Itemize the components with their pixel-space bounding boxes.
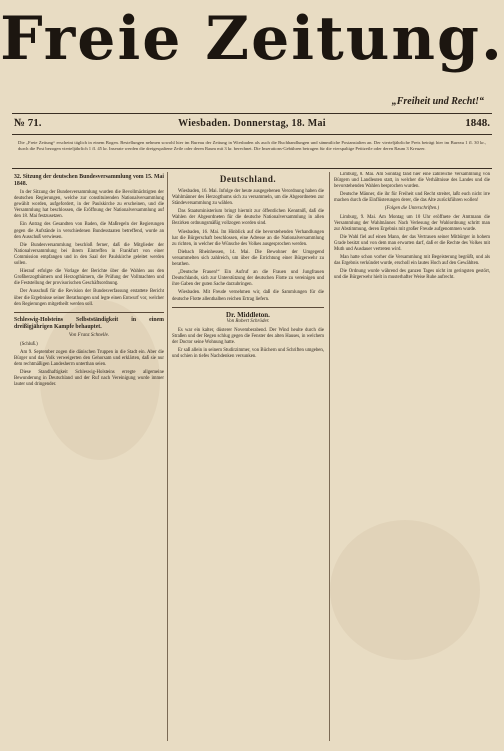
article-paragraph: Hierauf erfolgte die Vorlage der Berichte über die Wahlen aus den Großherzogthümern und Herzogthümern, die Prüfung der Vollmachten und die Feststellung der provisorischen Geschäftsordnung. [14, 269, 164, 287]
article-paragraph: Wiesbaden. Mit Freude vernehmen wir, daß die Sammlungen für die deutsche Flotte allenthalben reichen Ertrag liefern. [172, 290, 324, 302]
article-heading: 32. Sitzung der deutschen Bundesversammlung vom 15. Mai 1848. [14, 174, 164, 187]
column-3 [334, 172, 490, 742]
article-paragraph: „Deutsche Frauen!“ Ein Aufruf an die Frauen und Jungfrauen Deutschlands, sich zur Unterstützung der deutschen Flotte zu vereinigen und ihre Gaben der guten Sache darzubringen. [172, 270, 324, 288]
story-title: Dr. Middleton. [226, 310, 270, 319]
subscription-notice: Die „Freie Zeitung“ erscheint täglich in einem Bogen. Bestellungen nehmen sowohl hier im Bureau der Zeitung in Wiesbaden als auch die Buchhandlungen und sämmtliche Postanstalten an. Der vierteljährliche Preis beträgt hier im Bureau 1 fl. 30 kr., durch die Post bezogen vierteljährlich 1 fl. 45 kr. Inserate werden die dreigespaltene Zeile oder deren Raum mit 3 kr. berechnet. Die Inserations-Gebühren betragen für die vierspaltige Petitzeile oder deren Raum 3 Kreuzer. [18, 140, 486, 151]
article-separator [172, 307, 324, 308]
article-paragraph: Es war ein kalter, düsterer Novemberabend. Der Wind heulte durch die Straßen und der Regen schlug gegen die Fenster des alten Hauses, in welchem der Doctor seine Wohnung hatte. [172, 327, 324, 345]
article-paragraph: Diese Standhaftigkeit Schleswig-Holsteins erregte allgemeine Bewunderung in Deutschland und der Ruf nach Vereinigung wurde immer lauter und dringender. [14, 370, 164, 388]
rule-notice [12, 168, 492, 169]
article-paragraph: Am 9. September zogen die dänischen Truppen in die Stadt ein. Aber die Bürger und das Volk verweigerten den Gehorsam und erklärten, daß sie nur dem rechtmäßigen Landesherrn unterthan seien. [14, 349, 164, 368]
column-1 [14, 172, 164, 742]
article-paragraph: Limburg, 8. Mai. Am Sonntag fand hier eine zahlreiche Versammlung von Bürgern und Landleuten statt, in welcher die Verhältnisse des Landes und die bevorstehenden Wahlen besprochen wurden. [334, 172, 490, 190]
article-paragraph: Man hatte schon vorher die Versammlung mit Begeisterung begrüßt, und als das Ergebnis verkündet wurde, erscholl ein lautes Hoch auf den Gewählten. [334, 255, 490, 267]
place-date: Wiesbaden. Donnerstag, 18. Mai [178, 118, 326, 129]
rule-dateline [12, 134, 492, 135]
column-2 [172, 172, 324, 742]
article-paragraph: Limburg, 9. Mai. Am Montag um 10 Uhr eröffnete der Amtmann die Versammlung der Wahlmänner. Nach Verlesung der Wahlordnung schritt man zur Abstimmung, deren Ergebnis mit großer Freude aufgenommen wurde. [334, 214, 490, 232]
article-author: Von Franz Schnelle. [68, 332, 110, 338]
article-paragraph: Er saß allein in seinem Studirzimmer, von Büchern und Schriften umgeben, und schien in tiefes Nachdenken versunken. [172, 348, 324, 360]
article-heading: Schleswig-Holsteins Selbstständigkeit in einem dreißigjährigen Kampfe behauptet. [14, 316, 164, 330]
column-divider [167, 172, 168, 741]
article-paragraph: Die Wahl fiel auf einen Mann, der das Vertrauen seiner Mitbürger in hohem Grade besitzt und von dem man erwarten darf, daß er die Rechte des Volkes mit Muth und Ausdauer vertreten wird. [334, 234, 490, 253]
article-paragraph: Ein Antrag des Gesandten von Baden, die Maßregeln der Regierungen gegen die Aufstände in verschiedenen Bundesstaaten betreffend, wurde an den Ausschuß verwiesen. [14, 222, 164, 240]
article-paragraph: Deutsche Männer, die ihr für Freiheit und Recht streitet, laßt euch nicht irre machen durch die Einflüsterungen derer, die das Alte zurückführen wollen! [334, 192, 490, 204]
rule-top [12, 113, 492, 114]
article-paragraph: (Schluß.) [20, 341, 38, 347]
article-paragraph: Diebach Rheinhessen, 14. Mai. Die Bewohner der Umgegend versammelten sich zahlreich, um über die Errichtung einer Bürgerwehr zu berathen. [172, 249, 324, 268]
article-paragraph: Die Bundesversammlung beschloß ferner, daß die Mitglieder der Nationalversammlung bei ihrem Eintreffen in Frankfurt von einer Commission empfangen und in den Saal der Paulskirche geleitet werden sollen. [14, 242, 164, 267]
article-paragraph: Die Ordnung wurde während des ganzen Tages nicht im geringsten gestört, und die Bürgerwehr hielt in musterhafter Weise Ruhe aufrecht. [334, 269, 490, 281]
story-author: Von Robert Schröder. [226, 318, 270, 324]
masthead-motto: „Freiheit und Recht!“ [391, 96, 484, 107]
article-paragraph: Wiesbaden, 16. Mai. Im Hinblick auf die bevorstehenden Verhandlungen hat die Bürgerschaft beschlossen, eine Adresse an die Nationalversammlung zu richten, in welcher die Wünsche des Volkes ausgesprochen werden. [172, 229, 324, 247]
article-paragraph: (Folgen die Unterschriften.) [384, 206, 440, 212]
article-paragraph: In der Sitzung der Bundesversammlung wurden die Bevollmächtigten der deutschen Regierungen, welche zur constituirenden Nationalversammlung gewählt worden, aufgefordert, in der Paulskirche zu erscheinen, und die Versammlung hat beschlossen, die Eröffnung der Nationalversammlung auf den 18. Mai festzusetzen. [14, 190, 164, 220]
issue-year: 1848. [465, 117, 490, 129]
article-paragraph: Der Ausschuß für die Revision der Bundesverfassung erstattete Bericht über die Ergebnisse seiner Berathungen und legte einen Entwurf vor, welcher den Regierungen mitgetheilt werden soll. [14, 289, 164, 307]
issue-number: № 71. [14, 117, 42, 129]
masthead-title: Freie Zeitung. [0, 4, 504, 74]
article-paragraph: Wiesbaden, 16. Mai. Infolge der heute ausgegebenen Verordnung haben die Wahlmänner des Herzogthums sich zu versammeln, um die Abgeordneten zur Ständeversammlung zu wählen. [172, 189, 324, 207]
article-paragraph: Das Staatsministerium bringt hiermit zur öffentlichen Kenntniß, daß die Wahlen der Abgeordneten für die deutsche Nationalversammlung in allen Bezirken ordnungsmäßig vollzogen worden sind. [172, 209, 324, 227]
article-separator [14, 312, 164, 313]
dateline [12, 116, 492, 132]
section-heading: Deutschland. [219, 174, 277, 184]
column-divider [329, 172, 330, 741]
